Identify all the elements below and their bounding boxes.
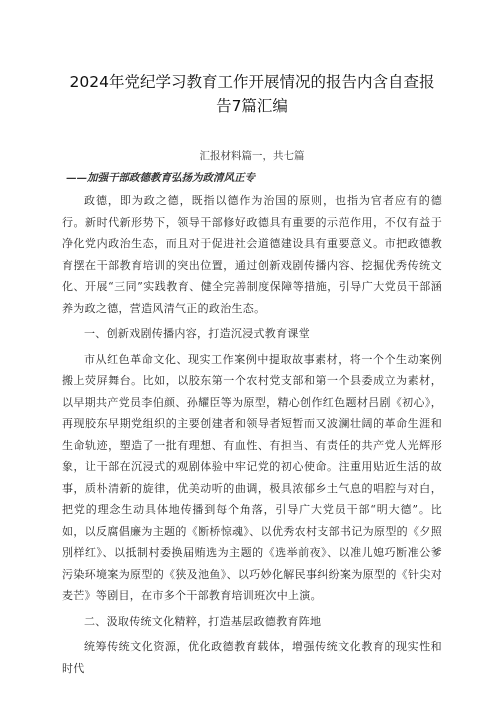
body-paragraph-3: 统筹传统文化资源，优化政德教育载体，增强传统文化教育的现实性和时代: [62, 640, 442, 675]
body-paragraph-2: 市从红色革命文化、现实工作案例中提取故事素材，将一个个生动案例搬上荧屏舞台。比如，以胶东第一个农村党支部和第一个县委成立为素材，以早期共产党员李伯颜、孙耀臣等为原型，精心创作红色题材吕剧《初心》，再现胶东早期党组织的主要创建者和领导者短暂而又波澜壮阔的革命生涯和生命轨迹，塑造了一批有理想、有血性、有担当、有责任的共产党人光辉形象，让干部在沉浸式的观剧体验中牢记党的初心使命。注重用贴近生活的故事，质朴清新的旋律，优美动听的曲调，极具浓郁乡土气息的唱腔与对白，把党的理念生动具体地传播到每个角落，引导广大党员干部“明大德”。比如，以反腐倡廉为主题的《断桥惊魂》、以优秀农村支部书记为原型的《夕照別样红》、以抵制村委换届贿选为主题的《选举前夜》、以准儿媳巧断准公爹污染环境案为原型的《狭及池鱼》、以巧妙化解民事纠纷案为原型的《针尖对麦芒》等剧目，在市多个干部教育培训班次中上演。: [62, 352, 442, 602]
intro-paragraph: 政德，即为政之德，既指以德作为治国的原则，也指为官者应有的德行。新时代新形势下，领导干部修好政德具有重要的示范作用，不仅有益于净化党内政治生态，而且对于促进社会道德建设具有重要意义。市把政德教育摆在干部教育培训的突出位置，通过创新戏剧传播内容、挖掘优秀传统文化、开展“三同”实践教育、健全完善制度保障等措施，引导广大党员干部涵养为政之德，营造风清气正的政治生态。: [62, 194, 442, 315]
document-title: 2024年党纪学习教育工作开展情况的报告内含自查报告7篇汇编: [69, 73, 435, 115]
section-heading-2: 二、汲取传统文化精粹，打造基层政德教育阵地: [84, 614, 322, 628]
section-subtitle: ——加强干部政德教育弘扬为政清风正专: [66, 172, 255, 184]
section-meta: 汇报材料篇一，共七篇: [199, 150, 305, 162]
section-heading-1: 一、创新戏剧传播内容，打造沉浸式教育课堂: [84, 327, 310, 340]
